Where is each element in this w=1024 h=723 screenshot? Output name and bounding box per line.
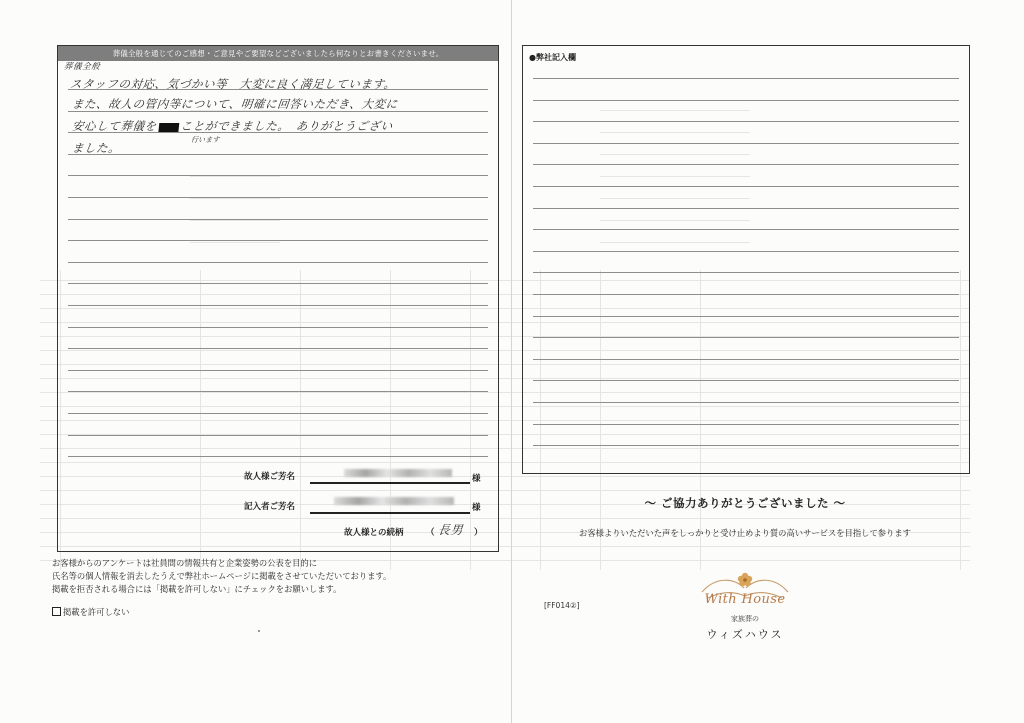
logo-tagline: 家族葬の [731,615,759,623]
ruled-line [68,348,488,349]
handwriting-line-1: 葬儀全般 [63,62,101,72]
ruled-line [533,164,959,165]
ruled-line [533,251,959,252]
logo-wordmark: With House [704,592,786,607]
ruled-line [533,208,959,209]
ruled-line [533,100,959,101]
company-logo [690,568,800,648]
deceased-name-line [310,482,470,484]
office-use-label: ●弊社記入欄 [529,53,576,62]
ruled-line [533,316,959,317]
ruled-line [533,402,959,403]
ruled-line [533,272,959,273]
writer-honorific: 様 [472,503,481,513]
comment-box [57,45,499,552]
writer-name-label: 記入者ご芳名 [244,502,296,512]
ruled-line [533,359,959,360]
relation-label: 故人様との続柄 [344,528,404,538]
handwriting-line-3: また、故人の管内等について、明確に回答いただき、大変に [71,97,399,111]
deceased-name-label: 故人様ご芳名 [244,472,296,482]
ruled-line [68,283,488,284]
ruled-line [533,78,959,79]
thanks-message: ～ ご協力ありがとうございました ～ [644,496,846,510]
writer-name-redacted [334,497,454,505]
ruled-line [533,143,959,144]
ruled-line [68,370,488,371]
page-fold [511,0,512,723]
relation-value: 長男 [437,523,464,537]
ruled-line [68,413,488,414]
office-use-box [522,45,970,474]
ruled-line [68,456,488,457]
ruled-line [68,305,488,306]
relation-paren-close: ） [474,528,483,538]
ruled-line [68,154,488,155]
ruled-line [533,380,959,381]
privacy-notice-line-1: お客様からのアンケートは社員間の情報共有と企業姿勢の公表を目的に [52,558,318,568]
logo-company-name: ウィズハウス [706,628,784,641]
handwriting-line-4: 安心して葬儀を ことができました。 ありがとうござい [71,119,394,133]
writer-name-line [310,512,470,514]
ruled-line [533,424,959,425]
privacy-notice-line-2: 氏名等の個人情報を消去したうえで弊社ホームページに掲載をさせていただいております。 [52,571,392,581]
handwriting-insert: 行います [190,136,220,144]
comment-instruction: 葬儀全般を通じてのご感想・ご意見やご要望などございましたら何なりとお書きくださいませ。 [58,46,498,61]
ruled-line [68,327,488,328]
scan-speck [258,630,260,632]
ruled-line [68,435,488,436]
ruled-line [533,445,959,446]
ruled-line [533,121,959,122]
ruled-line [533,294,959,295]
ruled-line [68,219,488,220]
privacy-notice-line-3: 掲載を拒否される場合には「掲載を許可しない」にチェックをお願いします。 [52,584,342,594]
deceased-name-redacted [344,469,452,477]
ruled-line [68,262,488,263]
form-code: [FF014②] [544,601,580,610]
redaction-mark [158,123,179,132]
ruled-line [533,186,959,187]
handwriting-line-5: ました。 [71,141,122,155]
handwriting-line-2: スタッフの対応、気づかい等 大変に良く満足しています。 [69,77,397,91]
relation-paren-open: （ [426,528,435,538]
ruled-line [68,391,488,392]
publish-refusal-label: 掲載を許可しない [63,607,130,617]
deceased-honorific: 様 [472,474,481,484]
publish-refusal-option[interactable] [52,606,129,618]
ruled-line [533,229,959,230]
ruled-line [68,175,488,176]
service-message: お客様よりいただいた声をしっかりと受け止めより質の高いサービスを目指して参ります [579,528,911,538]
publish-refusal-checkbox[interactable] [52,607,61,616]
ruled-line [68,240,488,241]
ruled-line [533,337,959,338]
ruled-line [68,197,488,198]
